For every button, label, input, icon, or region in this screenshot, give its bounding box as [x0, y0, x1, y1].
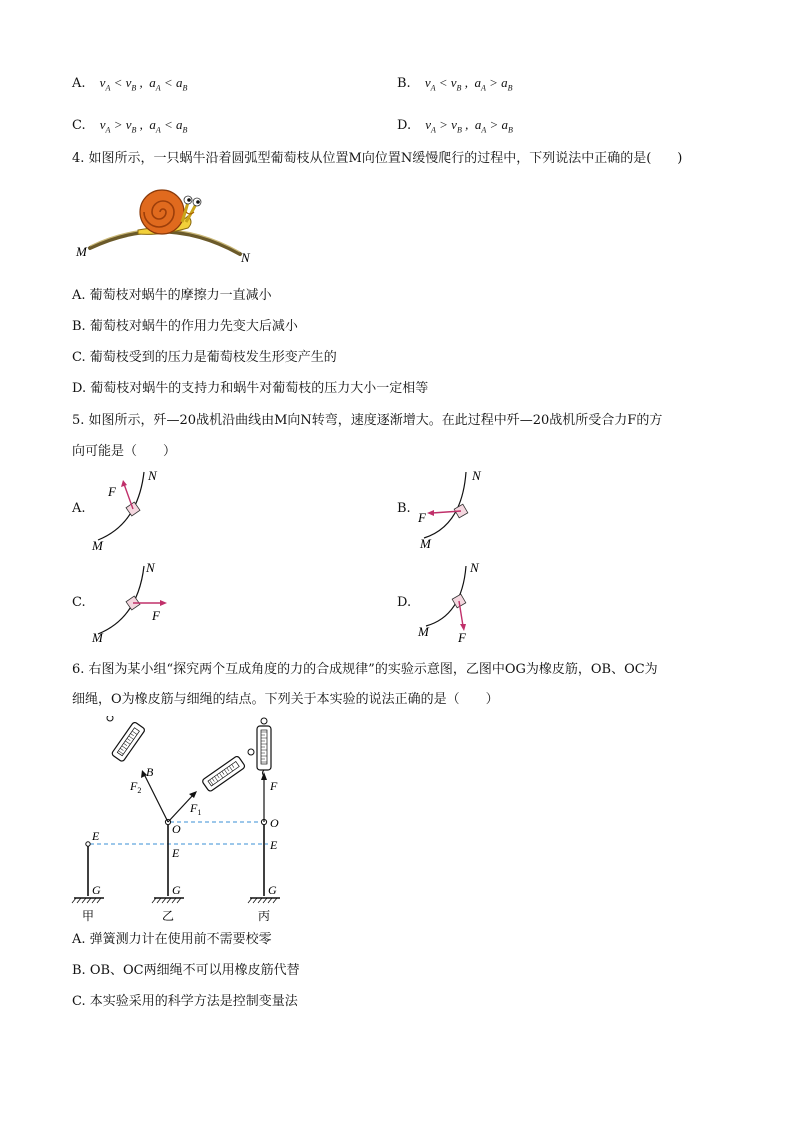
- label-m: M: [418, 624, 429, 639]
- arrow-f1-icon: [189, 791, 197, 798]
- label-f2: $F_2$: [130, 779, 142, 795]
- q6-stem-line1: 6. 右图为某小组“探究两个互成角度的力的合成规律”的实验示意图，乙图中OG为橡皮筋，OB、OC为: [72, 662, 658, 677]
- label-g: G: [268, 883, 277, 897]
- option-letter: B.: [397, 76, 411, 91]
- label-o: O: [172, 822, 181, 836]
- option-expr: $v_A > v_B$ , $a_A > a_B$: [425, 117, 513, 135]
- force-arrow-icon: [427, 510, 434, 516]
- label-e: E: [172, 846, 180, 860]
- option-expr: $v_A > v_B$ , $a_A < a_B$: [99, 117, 188, 135]
- label-e: E: [270, 838, 278, 852]
- label-f: F: [458, 630, 466, 645]
- force-arrow-icon: [160, 600, 167, 606]
- q3-option-c: [72, 116, 187, 140]
- label-yi: 乙: [162, 909, 175, 923]
- label-m: M: [92, 538, 103, 552]
- q4-stem: 4. 如图所示，一只蜗牛沿着圆弧型葡萄枝从位置M向位置N缓慢爬行的过程中，下列说法中正确的是( ): [72, 151, 683, 166]
- force-arrow-icon: [121, 480, 127, 487]
- label-n: N: [241, 250, 250, 265]
- label-n: N: [148, 468, 157, 483]
- label-g: G: [172, 883, 181, 897]
- q4-option-a: A. 葡萄枝对蜗牛的摩擦力一直减小: [72, 288, 272, 303]
- label-f: F: [418, 510, 426, 525]
- q6-option-b: B. OB、OC两细绳不可以用橡皮筋代替: [72, 963, 300, 978]
- label-n: N: [472, 468, 481, 483]
- label-n: N: [470, 560, 479, 575]
- option-letter: C.: [72, 118, 86, 133]
- spring-scale-b: [111, 721, 145, 762]
- trajectory-curve: [424, 472, 466, 538]
- label-n: N: [146, 560, 155, 575]
- option-expr: $v_A < v_B$ , $a_A < a_B$: [99, 75, 188, 93]
- spring-scale-c: [202, 755, 246, 792]
- option-letter: D.: [397, 118, 412, 133]
- snail-branch-figure: [70, 182, 270, 266]
- option-letter: A.: [72, 76, 86, 91]
- label-m: M: [76, 244, 87, 259]
- q6-stem-line2: 细绳，O为橡皮筋与细绳的结点。下列关于本实验的说法正确的是（ ）: [72, 692, 499, 707]
- q4-option-d: D. 葡萄枝对蜗牛的支持力和蜗牛对葡萄枝的压力大小一定相等: [72, 381, 429, 396]
- label-bing: 丙: [258, 909, 271, 923]
- q5-option-d-figure: [412, 556, 502, 646]
- q5-option-a-figure: [88, 462, 178, 552]
- q6-option-c: C. 本实验采用的科学方法是控制变量法: [72, 994, 298, 1009]
- label-jia: 甲: [82, 909, 95, 923]
- q5-option-c-letter: C.: [72, 595, 86, 610]
- label-f: F: [152, 608, 160, 623]
- label-g: G: [92, 883, 101, 897]
- label-e: E: [92, 829, 100, 843]
- q5-option-b-figure: [412, 462, 502, 552]
- label-f: F: [108, 484, 116, 499]
- q5-option-c-figure: [88, 556, 188, 646]
- q5-option-d-letter: D.: [397, 595, 412, 610]
- label-m: M: [420, 536, 431, 551]
- label-o: O: [270, 816, 279, 830]
- branch-arc: [90, 231, 240, 254]
- q3-option-b: [397, 74, 513, 98]
- q5-stem-line2: 向可能是（ ）: [72, 444, 177, 459]
- q3-option-d: [397, 116, 513, 140]
- q4-option-c: C. 葡萄枝受到的压力是葡萄枝发生形变产生的: [72, 350, 337, 365]
- q5-option-b-letter: B.: [397, 501, 411, 516]
- label-f1: $F_1$: [190, 801, 202, 817]
- label-m: M: [92, 630, 103, 645]
- option-expr: $v_A < v_B$ , $a_A > a_B$: [424, 75, 513, 93]
- q5-stem-line1: 5. 如图所示，歼—20战机沿曲线由M向N转弯，速度逐渐增大。在此过程中歼—20战机所受合力F的方: [72, 413, 663, 428]
- q6-option-a: A. 弹簧测力计在使用前不需要校零: [72, 932, 272, 947]
- label-f: F: [270, 779, 278, 793]
- label-b: B: [146, 765, 154, 779]
- q6-experiment-figure: [70, 716, 310, 926]
- q3-option-a: [72, 74, 187, 98]
- q4-option-b: B. 葡萄枝对蜗牛的作用力先变大后减小: [72, 319, 298, 334]
- q5-option-a-letter: A.: [72, 501, 86, 516]
